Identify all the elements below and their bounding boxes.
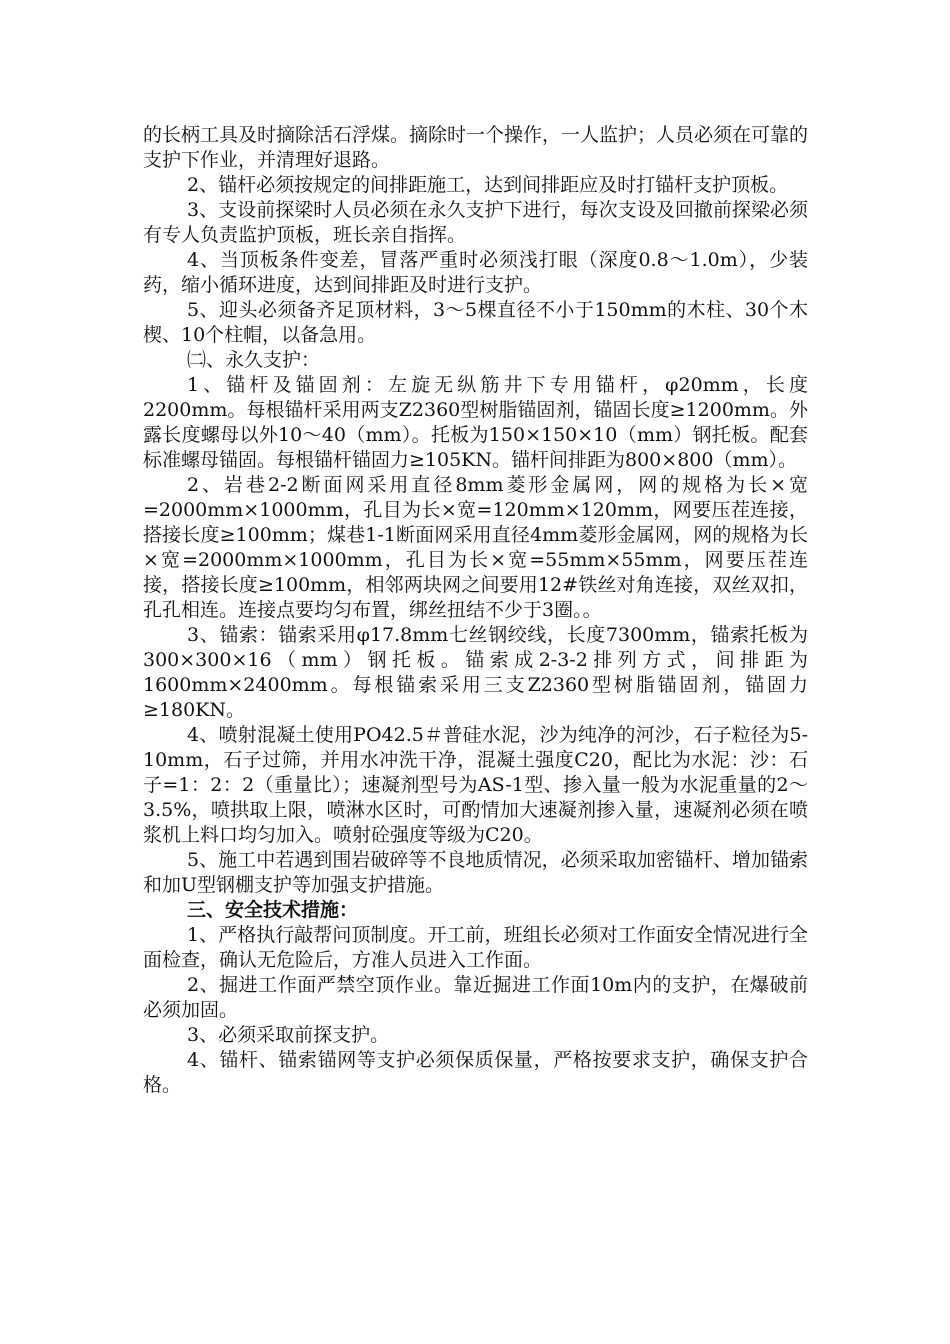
paragraph-item: 4、喷射混凝土使用PO42.5＃普硅水泥，沙为纯净的河沙，石子粒径为5-10mm，石子过筛，并用水冲洗干净，混凝土强度C20，配比为水泥：沙：石子=1：2：2（重量比）；速凝剂型号为AS-1型、掺入量一般为水泥重量的2～3.5%，喷拱取上限，喷淋水区时，可酌情加大速凝剂掺入量，速凝剂必须在喷浆机上料口均匀加入。喷射砼强度等级为C20。 [143, 724, 808, 846]
paragraph-item: 5、迎头必须备齐足顶材料，3～5棵直径不小于150mm的木柱、30个木楔、10个柱帽，以备急用。 [143, 299, 808, 346]
paragraph-item: 2、掘进工作面严禁空顶作业。靠近掘进工作面10m内的支护，在爆破前必须加固。 [143, 974, 808, 1021]
document-body [143, 123, 808, 1098]
paragraph-item: 3、锚索：锚索采用φ17.8mm七丝钢绞线，长度7300mm，锚索托板为300×300×16（mm）钢托板。锚索成2-3-2排列方式，间排距为1600mm×2400mm。每根锚索采用三支Z2360型树脂锚固剂，锚固力≥180KN。 [143, 624, 808, 721]
section-subheading: ㈡、永久支护： [187, 349, 321, 371]
paragraph-item: 2、锚杆必须按规定的间排距施工，达到间排距应及时打锚杆支护顶板。 [187, 174, 789, 196]
paragraph-item: 5、施工中若遇到围岩破碎等不良地质情况，必须采取加密锚杆、增加锚索和加U型钢棚支护等加强支护措施。 [143, 849, 808, 896]
paragraph-continuation: 的长柄工具及时摘除活石浮煤。摘除时一个操作，一人监护；人员必须在可靠的支护下作业，并清理好退路。 [143, 124, 809, 171]
section-heading: 三、安全技术措施： [187, 899, 359, 921]
paragraph-item: 3、必须采取前探支护。 [187, 1024, 390, 1046]
paragraph-item: 4、当顶板条件变差，冒落严重时必须浅打眼（深度0.8～1.0m），少装药，缩小循环进度，达到间排距及时进行支护。 [143, 249, 808, 296]
paragraph-item: 1、锚杆及锚固剂：左旋无纵筋井下专用锚杆，φ20mm，长度2200mm。每根锚杆采用两支Z2360型树脂锚固剂，锚固长度≥1200mm。外露长度螺母以外10～40（mm）。托板为150×150×10（mm）钢托板。配套标准螺母锚固。每根锚杆锚固力≥105KN。锚杆间排距为800×800（mm）。 [143, 374, 808, 471]
paragraph-item: 2、岩巷2-2断面网采用直径8mm菱形金属网，网的规格为长×宽=2000mm×1000mm，孔目为长×宽=120mm×120mm，网要压茬连接，搭接长度≥100mm；煤巷1-1断面网采用直径4mm菱形金属网，网的规格为长×宽=2000mm×1000mm，孔目为长×宽=55mm×55mm，网要压茬连接，搭接长度≥100mm，相邻两块网之间要用12#铁丝对角连接，双丝双扣，孔孔相连。连接点要均匀布置，绑丝扭结不少于3圈。。 [143, 474, 808, 621]
paragraph-item: 3、支设前探梁时人员必须在永久支护下进行，每次支设及回撤前探梁必须有专人负责监护顶板，班长亲自指挥。 [143, 199, 808, 246]
paragraph-item: 4、锚杆、锚索锚网等支护必须保质保量，严格按要求支护，确保支护合格。 [143, 1049, 808, 1096]
paragraph-item: 1、严格执行敲帮问顶制度。开工前，班组长必须对工作面安全情况进行全面检查，确认无危险后，方准人员进入工作面。 [143, 924, 808, 971]
